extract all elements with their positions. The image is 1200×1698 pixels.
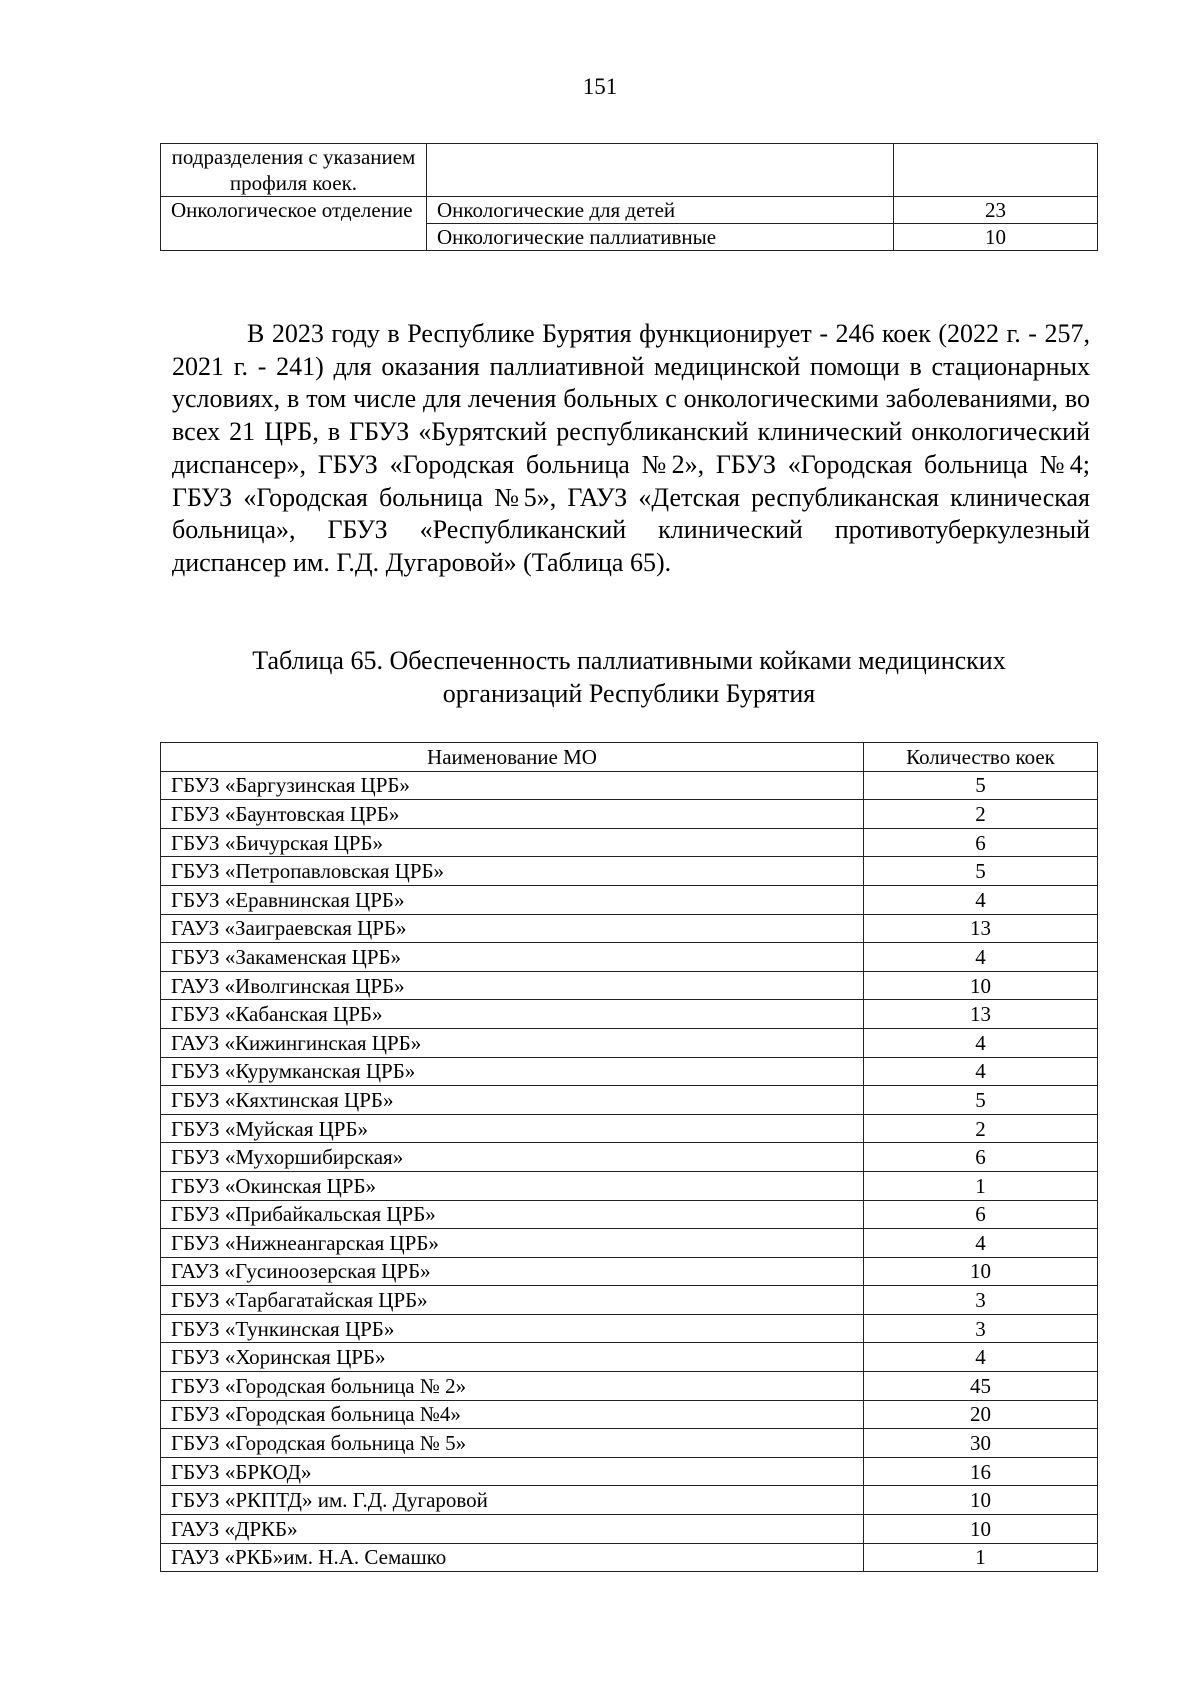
mo-name-cell: ГБУЗ «Баргузинская ЦРБ» [161, 771, 864, 800]
mo-name-cell: ГБУЗ «Нижнеангарская ЦРБ» [161, 1229, 864, 1258]
mo-name-cell: ГБУЗ «Городская больница № 2» [161, 1372, 864, 1401]
caption-line-1: Таблица 65. Обеспеченность паллиативными койками медицинских [252, 646, 1006, 675]
table-row [161, 144, 1098, 197]
table-cell: 10 [894, 224, 1098, 251]
mo-name-cell: ГБУЗ «Городская больница №4» [161, 1400, 864, 1429]
table-row [161, 914, 1098, 943]
bed-count-cell: 5 [864, 1086, 1098, 1115]
table-row [161, 1543, 1098, 1572]
bed-count-cell: 20 [864, 1400, 1098, 1429]
mo-name-cell: ГБУЗ «Мухоршибирская» [161, 1143, 864, 1172]
table-row [161, 1429, 1098, 1458]
mo-name-cell: ГБУЗ «БРКОД» [161, 1457, 864, 1486]
bed-count-cell: 10 [864, 971, 1098, 1000]
bed-count-cell: 13 [864, 914, 1098, 943]
mo-name-cell: ГБУЗ «Петропавловская ЦРБ» [161, 857, 864, 886]
table-row [161, 828, 1098, 857]
table-row [161, 1400, 1098, 1429]
mo-name-cell: ГБУЗ «Окинская ЦРБ» [161, 1171, 864, 1200]
page-number: 151 [582, 74, 618, 99]
table-row [161, 1143, 1098, 1172]
table-cell [427, 144, 894, 197]
mo-name-cell: ГБУЗ «Кяхтинская ЦРБ» [161, 1086, 864, 1115]
table-row [161, 1200, 1098, 1229]
table-row [161, 1257, 1098, 1286]
table-cell: Онкологическое отделение [161, 197, 427, 251]
mo-name-cell: ГАУЗ «Гусиноозерская ЦРБ» [161, 1257, 864, 1286]
table-header-row [161, 743, 1098, 772]
mo-name-cell: ГБУЗ «Курумканская ЦРБ» [161, 1057, 864, 1086]
mo-name-cell: ГАУЗ «Кижингинская ЦРБ» [161, 1028, 864, 1057]
table-row [161, 1343, 1098, 1372]
bed-count-cell: 6 [864, 828, 1098, 857]
bed-count-cell: 4 [864, 1343, 1098, 1372]
bed-count-cell: 2 [864, 800, 1098, 829]
bed-count-cell: 13 [864, 1000, 1098, 1029]
mo-name-cell: ГАУЗ «Заиграевская ЦРБ» [161, 914, 864, 943]
table-row [161, 1457, 1098, 1486]
column-header-count: Количество коек [864, 743, 1098, 772]
table-row [161, 1515, 1098, 1544]
table-cell: 23 [894, 197, 1098, 224]
body-paragraph: В 2023 году в Республике Бурятия функционирует - 246 коек (2022 г. - 257, 2021 г. - 241) для оказания паллиативной медицинской помощи в стационарных условиях, в том числе для лечения больных с онкологическими заболеваниями, во всех 21 ЦРБ, в ГБУЗ «Бурятский республиканский клинический онкологический диспансер», ГБУЗ «Городская больница №2», ГБУЗ «Городская больница №4; ГБУЗ «Городская больница №5», ГАУЗ «Детская республиканская клиническая больница», ГБУЗ «Республиканский клинический противотуберкулезный диспансер им. Г.Д. Дугаровой» (Таблица 65). [172, 319, 1090, 577]
bed-count-cell: 2 [864, 1114, 1098, 1143]
bed-count-cell: 4 [864, 1057, 1098, 1086]
bed-count-cell: 4 [864, 943, 1098, 972]
bed-count-cell: 30 [864, 1429, 1098, 1458]
mo-name-cell: ГБУЗ «Городская больница № 5» [161, 1429, 864, 1458]
bed-count-cell: 4 [864, 885, 1098, 914]
bed-count-cell: 5 [864, 771, 1098, 800]
bed-count-cell: 4 [864, 1028, 1098, 1057]
column-header-name: Наименование МО [161, 743, 864, 772]
table-row [161, 800, 1098, 829]
mo-name-cell: ГБУЗ «Еравнинская ЦРБ» [161, 885, 864, 914]
table-row [161, 771, 1098, 800]
table-row [161, 885, 1098, 914]
table-row [161, 1486, 1098, 1515]
mo-name-cell: ГБУЗ «РКПТД» им. Г.Д. Дугаровой [161, 1486, 864, 1515]
table-row [161, 857, 1098, 886]
table-row [161, 1286, 1098, 1315]
mo-name-cell: ГБУЗ «Бичурская ЦРБ» [161, 828, 864, 857]
mo-name-cell: ГБУЗ «Муйская ЦРБ» [161, 1114, 864, 1143]
table-row [161, 971, 1098, 1000]
mo-name-cell: ГБУЗ «Прибайкальская ЦРБ» [161, 1200, 864, 1229]
table-cell: Онкологические для детей [427, 197, 894, 224]
bed-count-cell: 4 [864, 1229, 1098, 1258]
table-row [161, 1057, 1098, 1086]
table-row [161, 1114, 1098, 1143]
bed-count-cell: 1 [864, 1543, 1098, 1572]
table-row [161, 1086, 1098, 1115]
table-row [161, 943, 1098, 972]
table-row [161, 1171, 1098, 1200]
mo-name-cell: ГАУЗ «ДРКБ» [161, 1515, 864, 1544]
mo-name-cell: ГБУЗ «Баунтовская ЦРБ» [161, 800, 864, 829]
table-row [161, 1000, 1098, 1029]
mo-name-cell: ГАУЗ «РКБ»им. Н.А. Семашко [161, 1543, 864, 1572]
bed-count-cell: 6 [864, 1200, 1098, 1229]
table-cell: Онкологические паллиативные [427, 224, 894, 251]
bed-count-cell: 45 [864, 1372, 1098, 1401]
mo-name-cell: ГБУЗ «Хоринская ЦРБ» [161, 1343, 864, 1372]
table-row [161, 1314, 1098, 1343]
beds-table [160, 742, 1098, 1572]
mo-name-cell: ГАУЗ «Иволгинская ЦРБ» [161, 971, 864, 1000]
mo-name-cell: ГБУЗ «Тункинская ЦРБ» [161, 1314, 864, 1343]
table-row [161, 197, 1098, 224]
bed-count-cell: 5 [864, 857, 1098, 886]
table-row [161, 1372, 1098, 1401]
mo-name-cell: ГБУЗ «Кабанская ЦРБ» [161, 1000, 864, 1029]
bed-count-cell: 10 [864, 1257, 1098, 1286]
bed-count-cell: 1 [864, 1171, 1098, 1200]
bed-count-cell: 6 [864, 1143, 1098, 1172]
top-table-continuation [160, 143, 1098, 251]
bed-count-cell: 10 [864, 1515, 1098, 1544]
caption-line-2: организаций Республики Бурятия [442, 679, 816, 708]
mo-name-cell: ГБУЗ «Тарбагатайская ЦРБ» [161, 1286, 864, 1315]
bed-count-cell: 10 [864, 1486, 1098, 1515]
mo-name-cell: ГБУЗ «Закаменская ЦРБ» [161, 943, 864, 972]
table-row [161, 1028, 1098, 1057]
table-cell [894, 144, 1098, 197]
table-caption [160, 644, 1098, 710]
bed-count-cell: 16 [864, 1457, 1098, 1486]
bed-count-cell: 3 [864, 1314, 1098, 1343]
bed-count-cell: 3 [864, 1286, 1098, 1315]
table-row [161, 1229, 1098, 1258]
table-cell: подразделения с указанием профиля коек. [161, 144, 427, 197]
